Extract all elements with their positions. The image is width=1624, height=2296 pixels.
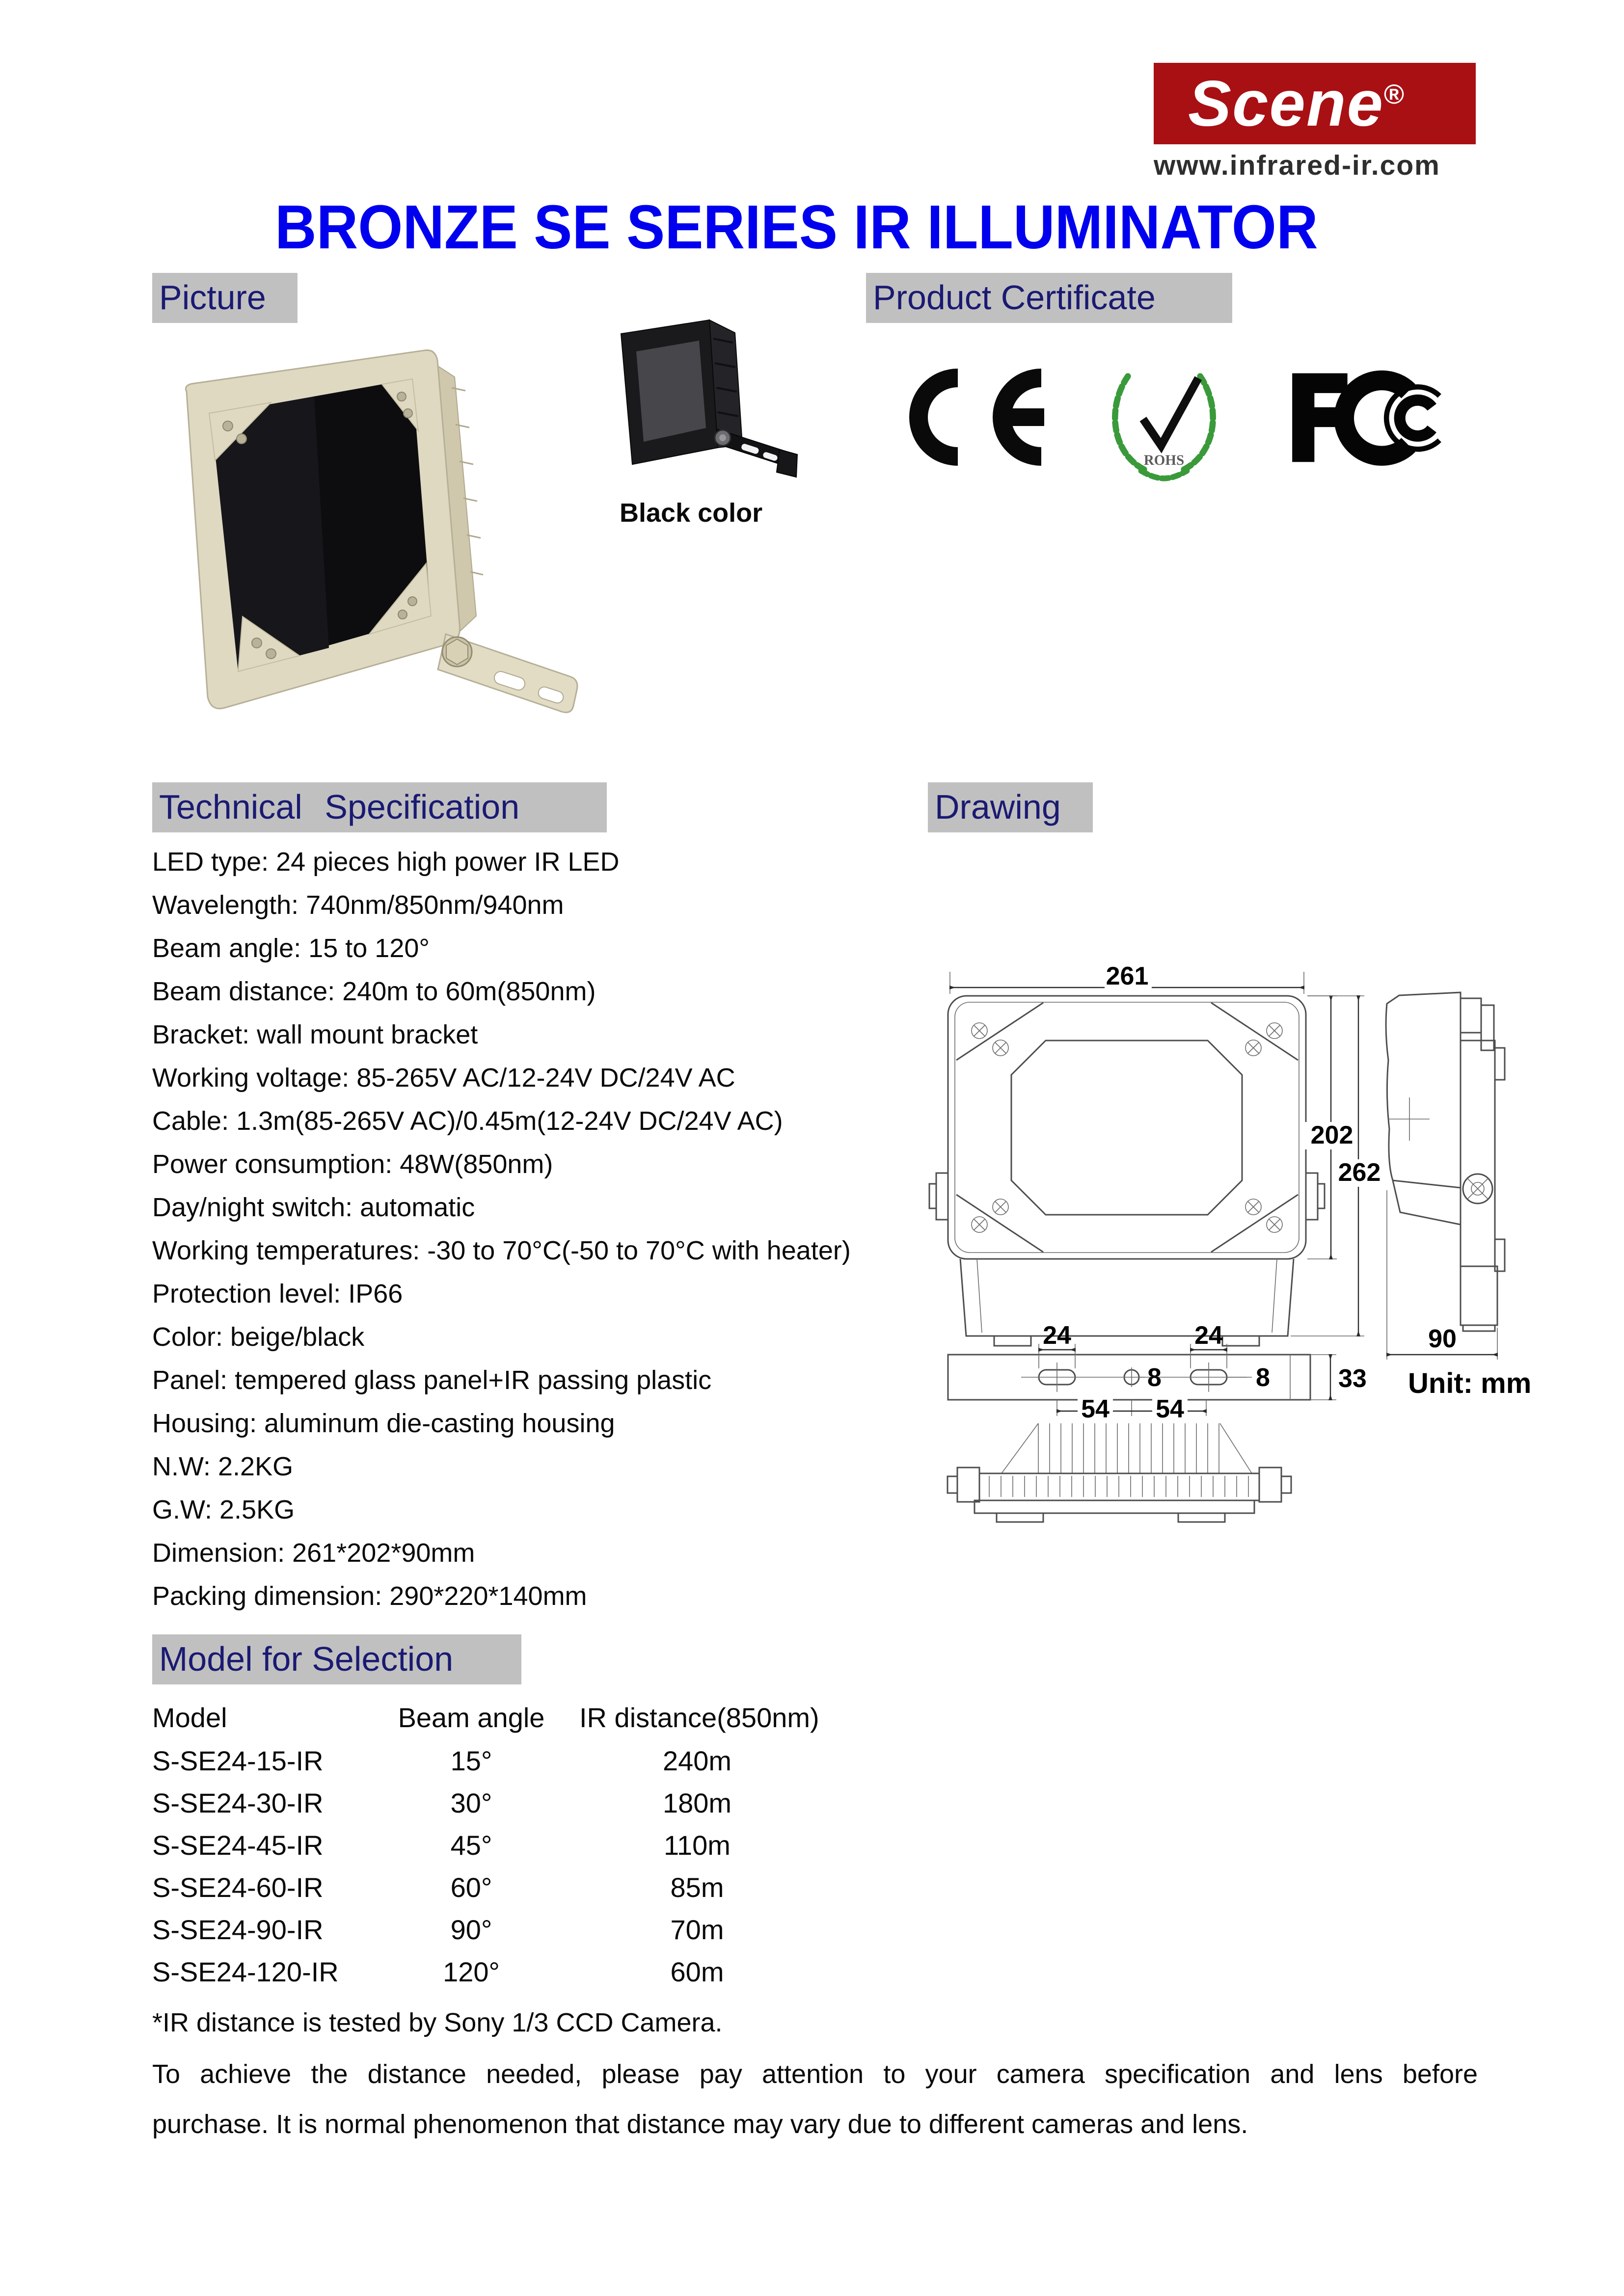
dim-front-width: 261 xyxy=(1106,962,1149,990)
spec-line-temperature: Working temperatures: -30 to 70°C(-50 to 70°C with heater) xyxy=(152,1236,851,1265)
section-header-drawing: Drawing xyxy=(928,782,1093,832)
drawing-side-view xyxy=(1386,992,1531,1399)
beam-angle-cell: 15° xyxy=(450,1745,492,1776)
black-color-caption: Black color xyxy=(620,498,763,528)
spec-line-protection: Protection level: IP66 xyxy=(152,1279,403,1308)
column-header-ir-distance: IR distance(850nm) xyxy=(579,1702,819,1733)
table-row xyxy=(152,1951,987,1993)
model-cell: S-SE24-90-IR xyxy=(152,1914,324,1945)
table-row xyxy=(152,1740,987,1782)
rohs-label: ROHS xyxy=(1143,452,1185,468)
spec-line-packing: Packing dimension: 290*220*140mm xyxy=(152,1581,587,1611)
model-cell: S-SE24-30-IR xyxy=(152,1788,324,1818)
ir-distance-cell: 180m xyxy=(662,1788,732,1818)
model-table xyxy=(152,1696,987,1993)
spec-line-beam-distance: Beam distance: 240m to 60m(850nm) xyxy=(152,977,596,1006)
spec-line-beam-angle: Beam angle: 15 to 120° xyxy=(152,934,430,963)
column-header-model: Model xyxy=(152,1702,227,1733)
registered-trademark-icon: ® xyxy=(1383,79,1406,109)
purchase-note xyxy=(152,2049,1478,2149)
ce-icon xyxy=(884,357,1051,475)
column-header-beam-angle: Beam angle xyxy=(398,1702,545,1733)
section-header-model-selection: Model for Selection xyxy=(152,1634,521,1684)
dim-slot-left: 24 xyxy=(1043,1321,1071,1350)
spec-line-color: Color: beige/black xyxy=(152,1322,365,1352)
section-header-picture: Picture xyxy=(152,273,298,323)
spec-line-gross-weight: G.W: 2.5KG xyxy=(152,1495,295,1524)
tech-spec-list xyxy=(152,840,851,1618)
ir-distance-cell: 85m xyxy=(670,1872,724,1903)
table-row xyxy=(152,1909,987,1951)
ir-distance-cell: 70m xyxy=(670,1914,724,1945)
drawing-front-view xyxy=(929,962,1386,1346)
spec-line-dimension: Dimension: 261*202*90mm xyxy=(152,1538,475,1568)
dim-front-height: 202 xyxy=(1310,1121,1353,1149)
spec-line-bracket: Bracket: wall mount bracket xyxy=(152,1020,478,1049)
beam-angle-cell: 60° xyxy=(450,1872,492,1903)
spec-line-led-type: LED type: 24 pieces high power IR LED xyxy=(152,847,620,877)
table-row xyxy=(152,1782,987,1824)
model-cell: S-SE24-15-IR xyxy=(152,1745,324,1776)
page-title-wrap xyxy=(275,191,1318,263)
spec-line-panel: Panel: tempered glass panel+IR passing plastic xyxy=(152,1365,712,1395)
purchase-note-line2: purchase. It is normal phenomenon that distance may vary due to different cameras and lens. xyxy=(152,2109,1248,2139)
beam-angle-cell: 45° xyxy=(450,1830,492,1861)
drawing-unit-label: Unit: mm xyxy=(1408,1367,1532,1399)
dim-depth: 90 xyxy=(1428,1325,1457,1353)
dim-pitch-left: 54 xyxy=(1081,1395,1110,1423)
model-table-header-row xyxy=(152,1696,987,1740)
dim-plate-height: 33 xyxy=(1338,1364,1367,1393)
technical-drawing xyxy=(928,957,1624,1546)
ir-distance-cell: 240m xyxy=(662,1745,732,1776)
model-cell: S-SE24-45-IR xyxy=(152,1830,324,1861)
dim-hole-dia: 8 xyxy=(1147,1363,1162,1392)
beige-illuminator-image xyxy=(137,334,589,746)
rohs-icon xyxy=(1088,349,1240,482)
table-footnote: *IR distance is tested by Sony 1/3 CCD Camera. xyxy=(152,2008,723,2037)
fcc-icon xyxy=(1274,354,1461,477)
table-row xyxy=(152,1867,987,1909)
website-link[interactable]: www.infrared-ir.com xyxy=(1154,150,1440,181)
brand-name: Scene xyxy=(1188,67,1384,139)
purchase-note-line1: To achieve the distance needed, please pay attention to your camera specification and lens before xyxy=(152,2059,1478,2089)
beam-angle-cell: 90° xyxy=(450,1914,492,1945)
spec-line-wavelength: Wavelength: 740nm/850nm/940nm xyxy=(152,890,564,920)
black-illuminator-image xyxy=(594,304,820,501)
ir-distance-cell: 110m xyxy=(664,1830,731,1861)
spec-line-cable: Cable: 1.3m(85-265V AC)/0.45m(12-24V DC/24V AC) xyxy=(152,1106,783,1136)
page-title: BRONZE SE SERIES IR ILLUMINATOR xyxy=(275,192,1318,262)
beam-angle-cell: 120° xyxy=(443,1956,500,1987)
spec-line-working-voltage: Working voltage: 85-265V AC/12-24V DC/24V AC xyxy=(152,1063,735,1093)
dim-overall-height: 262 xyxy=(1338,1158,1381,1187)
dim-pitch-right: 54 xyxy=(1156,1395,1184,1423)
beam-angle-cell: 30° xyxy=(450,1788,492,1818)
spec-line-net-weight: N.W: 2.2KG xyxy=(152,1452,294,1481)
drawing-heatsink-view xyxy=(947,1423,1291,1522)
section-header-tech-spec: Technical Specification xyxy=(152,782,607,832)
table-row xyxy=(152,1824,987,1867)
model-cell: S-SE24-60-IR xyxy=(152,1872,324,1903)
brand-logo xyxy=(1154,63,1476,144)
section-header-certificate: Product Certificate xyxy=(866,273,1232,323)
spec-line-housing: Housing: aluminum die-casting housing xyxy=(152,1409,615,1438)
model-cell: S-SE24-120-IR xyxy=(152,1956,339,1987)
spec-line-day-night: Day/night switch: automatic xyxy=(152,1193,475,1222)
dim-slot-width: 8 xyxy=(1256,1363,1270,1392)
dim-slot-right: 24 xyxy=(1194,1321,1223,1350)
brand-logo-text xyxy=(1188,67,1405,140)
ir-distance-cell: 60m xyxy=(670,1956,724,1987)
spec-line-power: Power consumption: 48W(850nm) xyxy=(152,1149,553,1179)
